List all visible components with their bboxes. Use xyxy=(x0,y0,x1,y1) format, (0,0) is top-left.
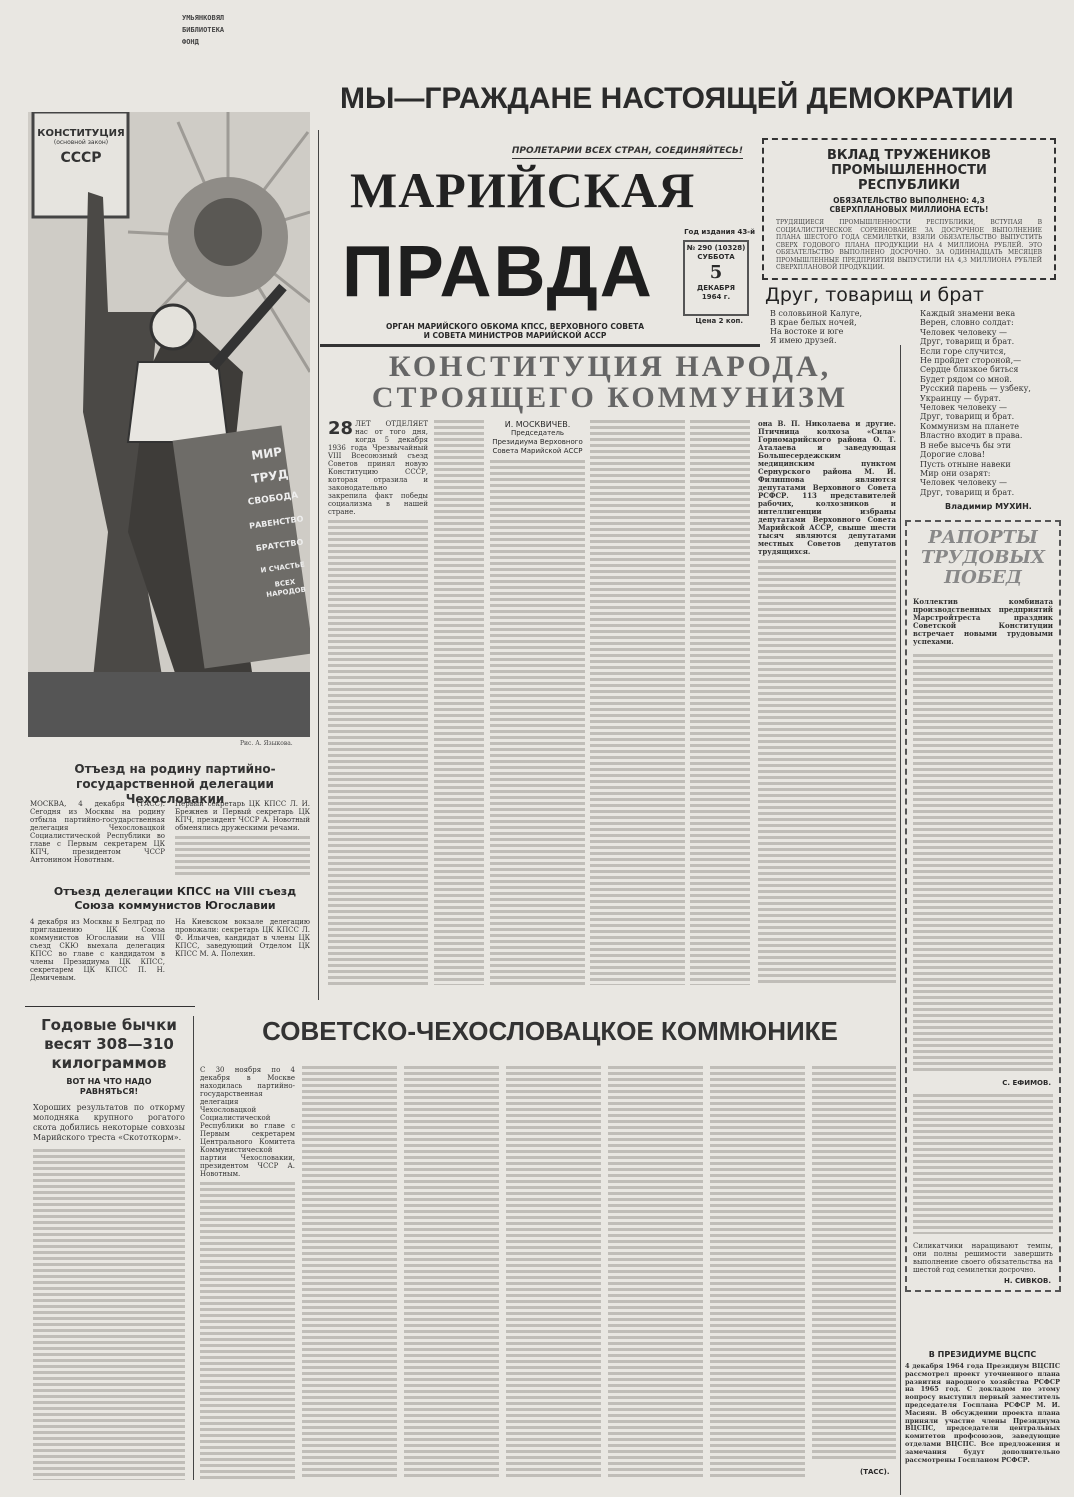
poem-line: Дорогие слова! xyxy=(920,450,985,460)
column-rule xyxy=(900,345,901,1495)
banner-word: МИР xyxy=(250,444,283,463)
departure-yugoslavia-text: 4 декабря из Москвы в Белград по приглашению ЦК Союза коммунистов Югославии на VIII съезд СКЮ выехала делегация КПСС во главе с кандидатом в члены Президиума ЦК КПСС, секретарем ЦК КПСС П. Н. Демичевым. xyxy=(30,918,165,982)
poem-line: Будет рядом со мной. xyxy=(920,374,1012,384)
banner-word: И СЧАСТЬЕ xyxy=(260,560,306,575)
departure-czech-headline: Отъезд на родину партийно-государственной делегации Чехословакии xyxy=(74,762,276,806)
body-text-texture xyxy=(590,420,685,985)
library-stamp xyxy=(182,12,262,48)
poem-line: Каждый знамени века xyxy=(920,309,1016,318)
banner-word: БРАТСТВО xyxy=(255,537,304,554)
stamp-line: УМЬЯНКОВЯЛ xyxy=(182,14,225,22)
dropcap: 28 xyxy=(328,418,354,439)
bulls-text: Хороших результатов по откорму молодняка крупного рогатого скота добились некоторые совхозы Марийского треста «Скототкорм». xyxy=(33,1103,185,1142)
industry-box-title: ВКЛАД ТРУЖЕНИКОВ ПРОМЫШЛЕННОСТИ РЕСПУБЛИКИ xyxy=(826,148,992,193)
poster-caption: Рис. А. Языкова. xyxy=(240,740,293,747)
body-text-texture xyxy=(710,1066,805,1480)
body-text-texture xyxy=(506,1066,601,1480)
poster-book-subtitle: (основной закон) xyxy=(53,139,109,146)
organ-line: ОРГАН МАРИЙСКОГО ОБКОМА КПСС, ВЕРХОВНОГО СОВЕТА xyxy=(385,322,645,331)
lead-text: ЛЕТ ОТДЕЛЯЕТ нас от того дня, когда 5 декабря 1936 года Чрезвычайный VIII Всесоюзный съезд Советов принял новую Конституцию СССР, которая отразила и законодательно закрепила факт победы социализма в нашей стране. xyxy=(328,420,428,516)
masthead-title-line1: МАРИЙСКАЯ xyxy=(350,162,696,218)
poem-line: В соловьиной Калуге, xyxy=(770,309,863,318)
constitution-lead xyxy=(328,420,428,516)
constitution-headline xyxy=(330,351,890,413)
poem-line: Русский парень — узбеку, xyxy=(920,384,1031,394)
poem-line: Не пройдет стороной,— xyxy=(920,356,1022,366)
year-of-issue: Год издания 43-й xyxy=(684,228,755,236)
reports-lead: Коллектив комбината производственных предприятий Марстройтреста праздник Советской Конституции встречает новыми трудовыми успехами. xyxy=(913,597,1053,646)
departure-yugoslavia-headline: Отъезд делегации КПСС на VIII съезд Союза коммунистов Югославии xyxy=(53,885,297,912)
bulls-headline: Годовые бычки весят 308—310 килограммов xyxy=(41,1016,177,1072)
poem-line: Верен, словно солдат: xyxy=(920,318,1014,328)
body-text-texture xyxy=(200,1182,295,1480)
poem-line: Человек человеку — xyxy=(920,478,1008,488)
body-text-texture xyxy=(33,1149,185,1480)
poem-line: Человек человеку — xyxy=(920,327,1008,337)
reports-signature: С. ЕФИМОВ. xyxy=(1002,1079,1051,1087)
issue-weekday: СУББОТА xyxy=(697,253,735,261)
masthead xyxy=(320,140,755,340)
constitution-byline xyxy=(490,420,585,456)
poem-line: Властно входит в права. xyxy=(920,431,1023,441)
divider xyxy=(25,1006,195,1007)
issue-day: 5 xyxy=(709,262,723,283)
industry-box xyxy=(762,138,1056,280)
poem-line: Сердце близкое биться xyxy=(920,365,1019,375)
divider xyxy=(320,344,760,347)
banner-word: НАРОДОВ xyxy=(265,585,307,600)
poem-line: В крае белых ночей, xyxy=(770,318,857,327)
body-text-texture xyxy=(404,1066,499,1480)
reports-signature: Н. СИВКОВ. xyxy=(1004,1277,1051,1285)
reports-text: Силикатчики наращивают темпы, они полны решимости завершить выполнение своего обязательства на шестой год семилетки досрочно. xyxy=(913,1242,1053,1274)
poem-line: Друг, товарищ и брат. xyxy=(920,487,1015,497)
communique-source: (ТАСС). xyxy=(860,1468,890,1476)
poem-line: Мир они озарят: xyxy=(920,468,991,478)
reports-box xyxy=(905,520,1061,1292)
issue-month: ДЕКАБРЯ xyxy=(696,284,735,292)
constitution-poster xyxy=(28,112,310,737)
poem-line: На востоке и юге xyxy=(770,327,844,336)
communique-headline: СОВЕТСКО-ЧЕХОСЛОВАЦКОЕ КОММЮНИКЕ xyxy=(262,1016,838,1046)
body-text-texture xyxy=(608,1066,703,1480)
banner-word: ТРУД xyxy=(250,466,290,486)
constitution-column-3 xyxy=(490,420,585,985)
poem-title: Друг, товарищ и брат xyxy=(765,284,984,306)
column-rule xyxy=(318,130,319,1000)
top-headline-text: МЫ—ГРАЖДАНЕ НАСТОЯЩЕЙ ДЕМОКРАТИИ xyxy=(340,82,1014,115)
vcsps-article xyxy=(905,1350,1060,1464)
body-text-texture xyxy=(302,1066,397,1480)
author-name: И. МОСКВИЧЕВ. xyxy=(504,420,571,429)
poem-stanza-2 xyxy=(920,309,1065,497)
banner-word: СВОБОДА xyxy=(247,490,299,508)
poem-line: Коммунизм на планете xyxy=(920,421,1020,431)
issue-number: № 290 (10328) xyxy=(686,244,746,252)
body-text-texture xyxy=(913,1094,1053,1234)
poster-book-word: КОНСТИТУЦИЯ xyxy=(37,128,125,139)
departure-czech-text: МОСКВА, 4 декабря (ТАСС). Сегодня из Москвы на родину отбыла партийно-государственная делегация Чехословацкой Социалистической Республики во главе с Первым секретарем ЦК КПЧ, президентом ЧССР Антонином Новотным. xyxy=(30,800,165,864)
vcsps-text: 4 декабря 1964 года Президиум ВЦСПС рассмотрел проект уточненного плана развития народного хозяйства РСФСР на 1965 год. С докладом по этому вопросу выступил первый заместитель председателя Госплана РСФСР М. И. Масиян. В обсуждении проекта плана приняли участие члены Президиума ВЦСПС, председатели центральных комитетов профсоюзов, заведующие отделами ВЦСПС. Все предложения и замечания будут дополнительно рассмотрены Госпланом РСФСР. xyxy=(905,1362,1060,1464)
industry-box-subtitle: ОБЯЗАТЕЛЬСТВО ВЫПОЛНЕНО: 4,3 СВЕРХПЛАНОВЫХ МИЛЛИОНА ЕСТЬ! xyxy=(829,196,989,214)
body-text-texture xyxy=(175,836,310,875)
bulls-article xyxy=(25,1016,194,1480)
issue-date-box xyxy=(683,240,749,316)
departure-czech-column-2 xyxy=(175,800,310,875)
stamp-line: БИБЛИОТЕКА xyxy=(182,26,225,34)
departure-yugoslavia-text: На Киевском вокзале делегацию провожали: секретарь ЦК КПСС Л. Ф. Ильичев, кандидат в члены ЦК КПСС, заведующий Отделом ЦК КПСС М. А. Полехин. xyxy=(175,918,310,958)
reports-title: РАПОРТЫ ТРУДОВЫХ ПОБЕД xyxy=(920,527,1046,588)
masthead-title-line2: ПРАВДА xyxy=(342,232,654,312)
issue-year: 1964 г. xyxy=(701,293,731,301)
price: Цена 2 коп. xyxy=(695,317,743,325)
poem-line: Украинцу — бурят. xyxy=(920,393,1001,403)
communique-column-1 xyxy=(200,1066,295,1480)
body-text-texture xyxy=(758,560,896,985)
poem-line: Пусть отныне навеки xyxy=(920,459,1011,469)
poster-book-country: СССР xyxy=(60,150,102,166)
constitution-headline-line: СТРОЯЩЕГО КОММУНИЗМ xyxy=(371,381,849,414)
poem-line: Если горе случится, xyxy=(920,346,1007,356)
bulls-subhead: ВОТ НА ЧТО НАДО РАВНЯТЬСЯ! xyxy=(66,1077,152,1096)
poster-artwork xyxy=(28,112,310,737)
departure-czech-text: Первый секретарь ЦК КПСС Л. И. Брежнев и Первый секретарь ЦК КПЧ, президент ЧССР А. Новотный обменялись дружескими речами. xyxy=(175,800,310,832)
poem-line: Человек человеку — xyxy=(920,403,1008,413)
constitution-column-text: она В. П. Николаева и другие. Птичница колхоза «Сила» Горномарийского района О. Т. Аталаева и заведующая Большесердежским медицинским пунктом Сернурского района М. И. Филиппова являются депутатами Верховного Совета РСФСР. 113 представителей рабочих, колхозников и интеллигенции избраны депутатами Верховного Совета Марийской АССР, свыше шести тысяч являются депутатами местных Советов депутатов трудящихся. xyxy=(758,419,896,556)
masthead-organ xyxy=(350,322,680,340)
poem-line: Друг, товарищ и брат. xyxy=(920,337,1015,347)
constitution-column-1 xyxy=(328,420,428,985)
body-text-texture xyxy=(490,460,585,985)
body-text-texture xyxy=(913,654,1053,1074)
stamp-line: ФОНД xyxy=(182,38,199,46)
body-text-texture xyxy=(434,420,484,985)
poem-line: Я имею друзей. xyxy=(770,336,837,345)
body-text-texture xyxy=(690,420,750,985)
author-title: Председатель Президиума Верховного Совета Марийской АССР xyxy=(492,429,583,455)
vcsps-headline: В ПРЕЗИДИУМЕ ВЦСПС xyxy=(928,1350,1037,1359)
body-text-texture xyxy=(328,520,428,985)
body-text-texture xyxy=(812,1066,896,1461)
poem-stanza-1 xyxy=(770,309,895,345)
poem-author: Владимир МУХИН. xyxy=(945,502,1032,511)
communique-text: С 30 ноября по 4 декабря в Москве находилась партийно-государственная делегация Чехословацкой Социалистической Республики во главе с Первым секретарем Центрального Комитета Коммунистической партии Чехословакии, президентом ЧССР А. Новотным. xyxy=(200,1066,295,1178)
banner-word: РАВЕНСТВО xyxy=(248,514,304,531)
poem-line: Друг, товарищ и брат. xyxy=(920,412,1015,422)
poster-book-title xyxy=(36,128,126,166)
industry-box-text: ТРУДЯЩИЕСЯ ПРОМЫШЛЕННОСТИ РЕСПУБЛИКИ, ВСТУПАЯ В СОЦИАЛИСТИЧЕСКОЕ СОРЕВНОВАНИЕ ЗА ДОСРОЧНОЕ ВЫПОЛНЕНИЕ ПЛАНА ШЕСТОГО ГОДА СЕМИЛЕТКИ, ВЗЯЛИ ОБЯЗАТЕЛЬСТВО ВЫПУСТИТЬ СВЕРХ ГОДОВОГО ПЛАНА ПРОДУКЦИИ НА 4 МИЛЛИОНА РУБЛЕЙ. ЭТО ОБЯЗАТЕЛЬСТВО ВЫПОЛНЕНО ДОСРОЧНО. ЗА ОДИННАДЦАТЬ МЕСЯЦЕВ ПРОМЫШЛЕННЫЕ ПРЕДПРИЯТИЯ ВЫПУСТИЛИ НА 4,3 МИЛЛИОНА РУБЛЕЙ СВЕРХПЛАНОВОЙ ПРОДУКЦИИ. xyxy=(776,219,1042,271)
constitution-column-6 xyxy=(758,420,896,985)
poem-line: В небе высечь бы эти xyxy=(920,440,1011,450)
banner-word: ВСЕХ xyxy=(274,577,296,589)
constitution-headline-line: КОНСТИТУЦИЯ НАРОДА, xyxy=(388,350,832,383)
top-headline xyxy=(340,82,1065,116)
masthead-slogan: ПРОЛЕТАРИИ ВСЕХ СТРАН, СОЕДИНЯЙТЕСЬ! xyxy=(512,146,743,159)
organ-line: И СОВЕТА МИНИСТРОВ МАРИЙСКОЙ АССР xyxy=(423,331,607,340)
